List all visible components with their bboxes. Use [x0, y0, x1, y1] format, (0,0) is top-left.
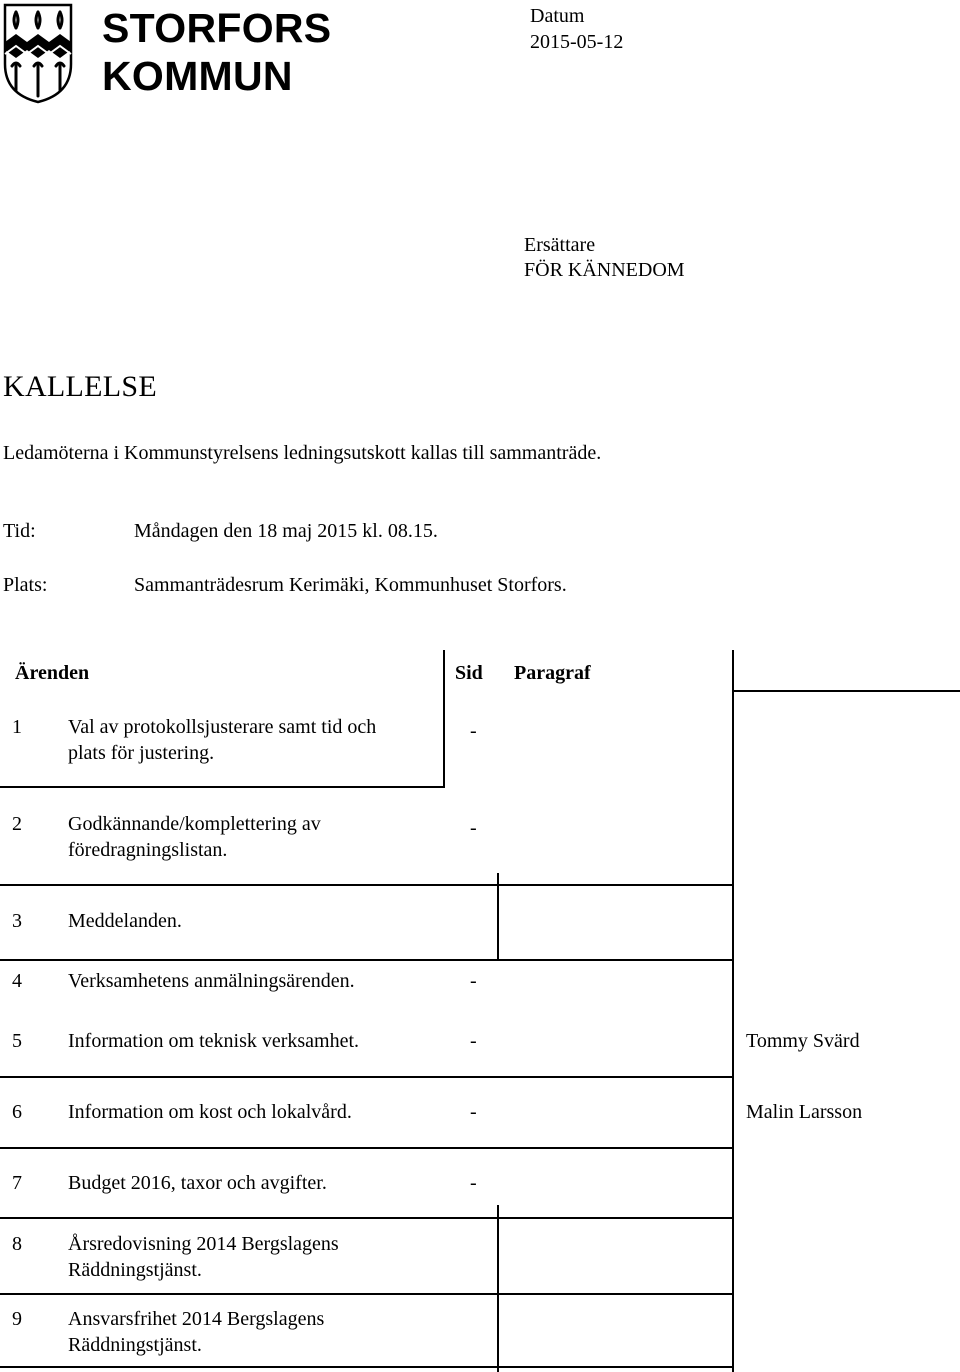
- agenda-divider: [0, 1217, 733, 1219]
- agenda-item-number: 3: [12, 910, 22, 932]
- date-label: Datum: [530, 5, 585, 27]
- agenda-item-number: 8: [12, 1233, 22, 1255]
- agenda-table: [0, 650, 960, 1372]
- organization-name-line2: KOMMUN: [102, 53, 293, 99]
- time-label: Tid:: [3, 520, 36, 542]
- agenda-item-title-continued: föredragningslistan.: [68, 839, 228, 861]
- distribution-note: FÖR KÄNNEDOM: [524, 259, 685, 281]
- place-value: Sammanträdesrum Kerimäki, Kommunhuset Storfors.: [134, 574, 567, 596]
- agenda-item-page: -: [470, 720, 477, 742]
- intro-text: Ledamöterna i Kommunstyrelsens ledningsutskott kallas till sammanträde.: [3, 442, 602, 464]
- agenda-divider: [497, 1205, 499, 1372]
- column-header-page: Sid: [455, 662, 483, 684]
- agenda-item-number: 1: [12, 716, 22, 738]
- agenda-divider: [733, 690, 960, 692]
- distribution-recipients: Ersättare: [524, 234, 596, 256]
- agenda-item-title: Årsredovisning 2014 Bergslagens: [68, 1233, 339, 1255]
- agenda-item-number: 2: [12, 813, 22, 835]
- agenda-divider: [0, 1147, 733, 1149]
- agenda-item-title-continued: plats för justering.: [68, 742, 215, 764]
- organization-name-line1: STORFORS: [102, 5, 332, 51]
- agenda-item-title: Val av protokollsjusterare samt tid och: [68, 716, 377, 738]
- agenda-item-page: -: [470, 1101, 477, 1123]
- agenda-item-number: 7: [12, 1172, 22, 1194]
- agenda-divider: [0, 1293, 733, 1295]
- column-header-paragraph: Paragraf: [514, 662, 591, 684]
- agenda-item-title: Verksamhetens anmälningsärenden.: [68, 970, 355, 992]
- agenda-divider: [0, 1366, 733, 1368]
- agenda-item-title: Budget 2016, taxor och avgifter.: [68, 1172, 327, 1194]
- agenda-divider: [0, 786, 443, 788]
- agenda-item-responsible: Tommy Svärd: [746, 1030, 860, 1052]
- organization-name: [102, 4, 402, 100]
- agenda-item-responsible: Malin Larsson: [746, 1101, 863, 1123]
- agenda-divider: [0, 959, 733, 961]
- municipal-crest-logo: [2, 2, 74, 104]
- agenda-item-page: -: [470, 1030, 477, 1052]
- column-header-item: Ärenden: [15, 662, 90, 684]
- agenda-item-page: -: [470, 970, 477, 992]
- agenda-divider: [0, 884, 733, 886]
- agenda-item-title: Meddelanden.: [68, 910, 182, 932]
- agenda-item-title: Ansvarsfrihet 2014 Bergslagens: [68, 1308, 325, 1330]
- agenda-item-title: Information om teknisk verksamhet.: [68, 1030, 360, 1052]
- agenda-item-number: 6: [12, 1101, 22, 1123]
- document-heading: KALLELSE: [3, 370, 158, 403]
- agenda-item-title: Information om kost och lokalvård.: [68, 1101, 352, 1123]
- agenda-item-page: -: [470, 817, 477, 839]
- agenda-divider: [0, 1076, 733, 1078]
- agenda-divider: [443, 650, 445, 788]
- agenda-item-title: Godkännande/komplettering av: [68, 813, 321, 835]
- agenda-divider: [497, 873, 499, 961]
- agenda-item-title-continued: Räddningstjänst.: [68, 1334, 202, 1356]
- agenda-item-title-continued: Räddningstjänst.: [68, 1259, 202, 1281]
- date-value: 2015-05-12: [530, 31, 624, 53]
- time-value: Måndagen den 18 maj 2015 kl. 08.15.: [134, 520, 438, 542]
- agenda-item-number: 4: [12, 970, 22, 992]
- agenda-divider: [732, 650, 734, 1372]
- agenda-item-number: 5: [12, 1030, 22, 1052]
- place-label: Plats:: [3, 574, 48, 596]
- agenda-item-number: 9: [12, 1308, 22, 1330]
- agenda-item-page: -: [470, 1172, 477, 1194]
